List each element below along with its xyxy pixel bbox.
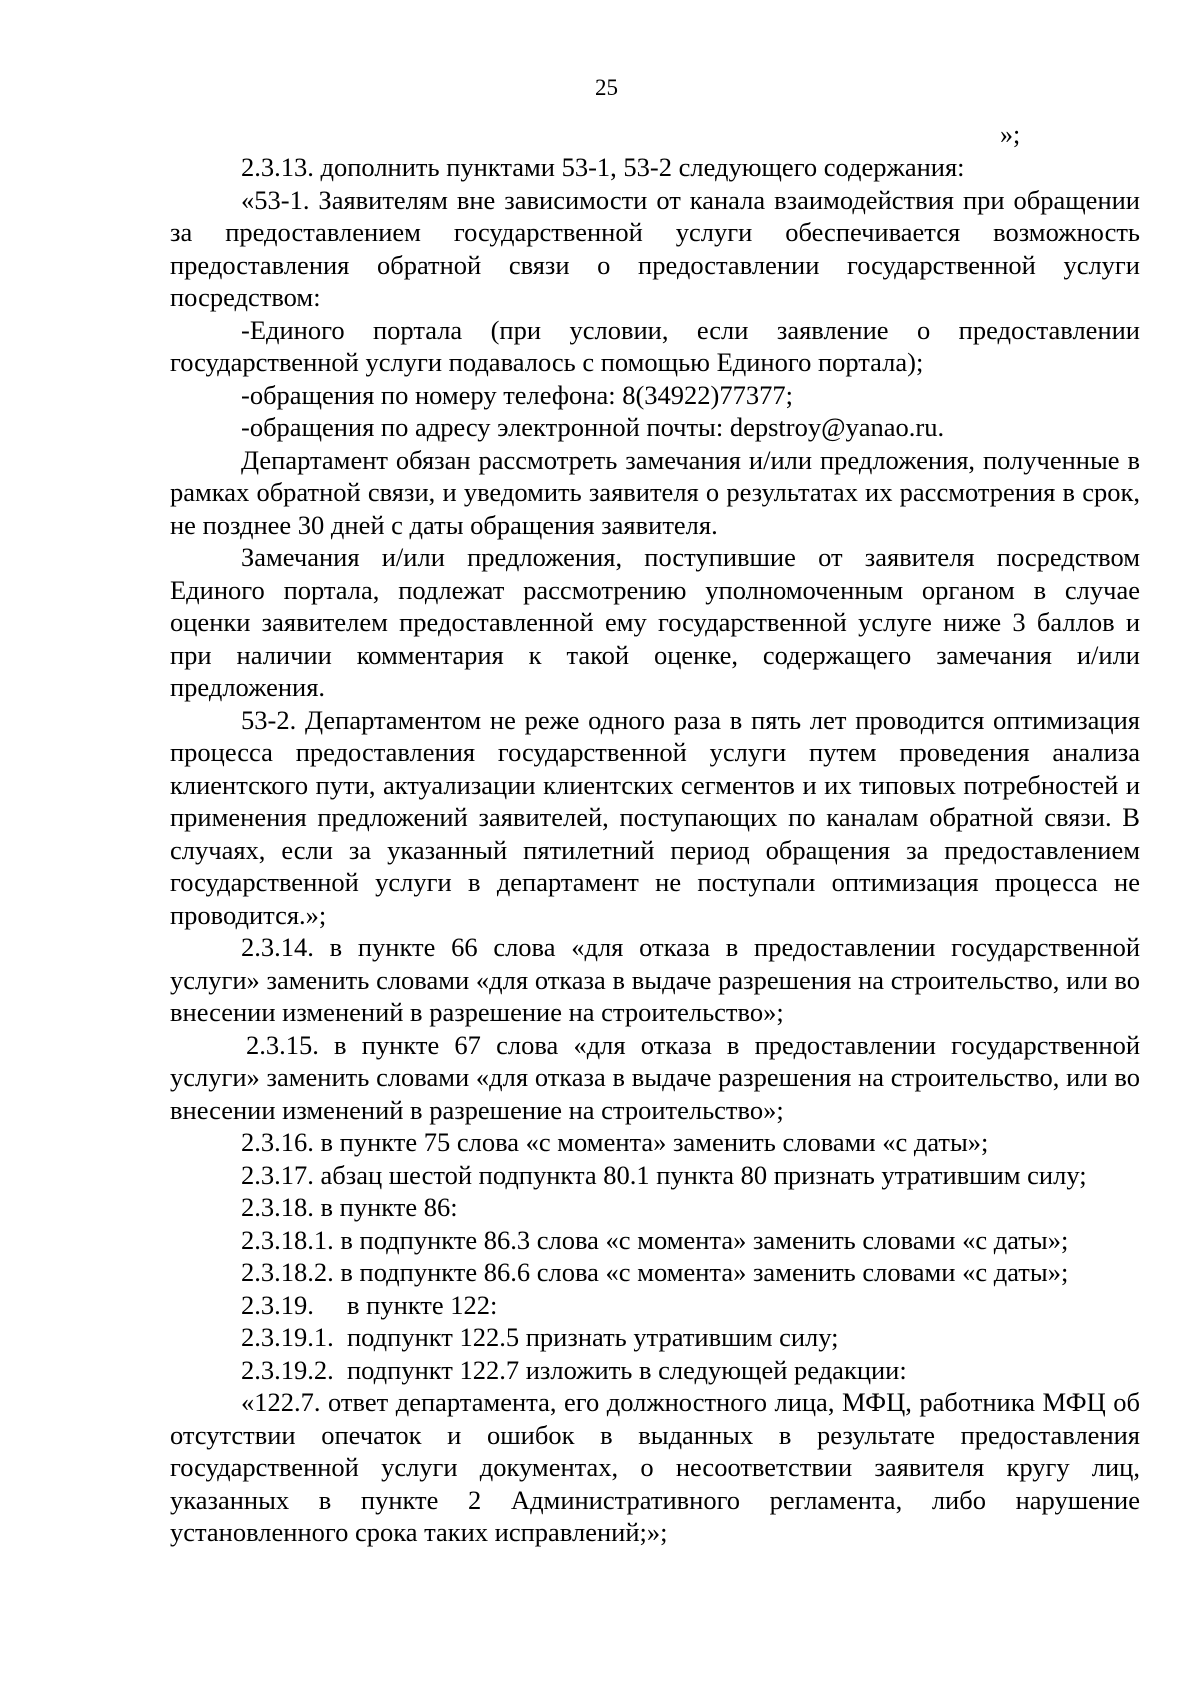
document-body (170, 151, 1140, 1549)
paragraph-2-3-17: 2.3.17. абзац шестой подпункта 80.1 пункта 80 признать утратившим силу; (241, 1159, 1087, 1190)
paragraph-2-3-19-1: 2.3.19.1. подпункт 122.5 признать утратившим силу; (241, 1322, 839, 1352)
paragraph-53-1: «53-1. Заявителям вне зависимости от канала взаимодействия при обращении за предоставлением государственной услуги обеспечивается возможность предоставления обратной связи о предоставлении государственной услуги посредством: (170, 184, 1140, 312)
paragraph-phone-feedback: -обращения по номеру телефона: 8(34922)77377; (241, 379, 793, 410)
paragraph-2-3-18-1: 2.3.18.1. в подпункте 86.3 слова «с момента» заменить словами «с даты»; (241, 1224, 1069, 1255)
paragraph-53-2: 53-2. Департаментом не реже одного раза в пять лет проводится оптимизация процесса предоставления государственной услуги путем проведения анализа клиентского пути, актуализации клиентских сегментов и их типовых потребностей и применения предложений заявителей, поступающих по каналам обратной связи. В случаях, если за указанный пятилетний период обращения за предоставлением государственной услуги в департамент не поступали оптимизация процесса не проводится.»; (170, 704, 1140, 930)
paragraph-portal-feedback: -Единого портала (при условии, если заявление о предоставлении государственной услуги подавалось с помощью Единого портала); (170, 314, 1140, 377)
paragraph-2-3-19-2: 2.3.19.2. подпункт 122.7 изложить в следующей редакции: (241, 1354, 907, 1385)
closing-quote: »; (1000, 120, 1021, 149)
paragraph-portal-remarks: Замечания и/или предложения, поступившие от заявителя посредством Единого портала, подлежат рассмотрению уполномоченным органом в случае оценки заявителем предоставленной ему государственной услуге ниже 3 баллов и при наличии комментария к такой оценке, содержащего замечания и/или предложения. (170, 542, 1140, 702)
paragraph-2-3-14: 2.3.14. в пункте 66 слова «для отказа в предоставлении государственной услуги» заменить словами «для отказа в выдаче разрешения на строительство, или во внесении изменений в разрешение на строительство»; (170, 932, 1140, 1027)
paragraph-email-feedback: -обращения по адресу электронной почты: depstroy@yanao.ru. (241, 412, 945, 442)
paragraph-2-3-18: 2.3.18. в пункте 86: (241, 1192, 458, 1222)
paragraph-2-3-16: 2.3.16. в пункте 75 слова «с момента» заменить словами «с даты»; (241, 1127, 989, 1157)
paragraph-2-3-19: 2.3.19. в пункте 122: (241, 1289, 498, 1320)
paragraph-2-3-15: 2.3.15. в пункте 67 слова «для отказа в предоставлении государственной услуги» заменить словами «для отказа в выдаче разрешения на строительство, или во внесении изменений в разрешение на строительство»; (170, 1029, 1140, 1125)
paragraph-2-3-13: 2.3.13. дополнить пунктами 53-1, 53-2 следующего содержания: (241, 152, 965, 182)
page-number: 25 (595, 75, 618, 100)
paragraph-2-3-18-2: 2.3.18.2. в подпункте 86.6 слова «с момента» заменить словами «с даты»; (241, 1257, 1069, 1287)
paragraph-122-7: «122.7. ответ департамента, его должностного лица, МФЦ, работника МФЦ об отсутствии опечаток и ошибок в выданных в результате предоставления государственной услуги документах, о несоответствии заявителя кругу лиц, указанных в пункте 2 Административного регламента, либо нарушение установленного срока таких исправлений;»; (170, 1387, 1140, 1547)
paragraph-department-review: Департамент обязан рассмотреть замечания и/или предложения, полученные в рамках обратной связи, и уведомить заявителя о результатах их рассмотрения в срок, не позднее 30 дней с даты обращения заявителя. (170, 444, 1140, 540)
